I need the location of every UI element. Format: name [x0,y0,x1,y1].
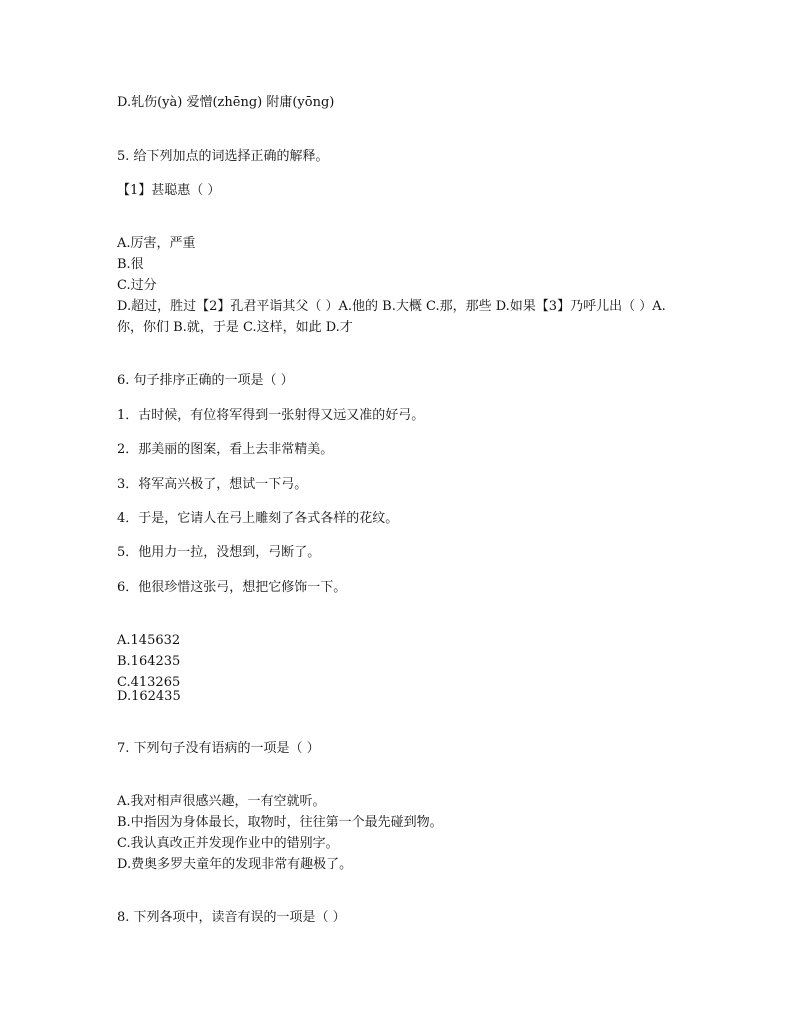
q5-sub1: 【1】甚聪惠（ ） [117,183,221,198]
q6-option-c: C.413265 [117,675,181,690]
q6-sentence-1: 1．古时候，有位将军得到一张射得又远又准的好弓。 [117,408,425,423]
q5-option-c: C.过分 [117,278,157,293]
q6-sentence-6: 6．他很珍惜这张弓，想把它修饰一下。 [117,580,347,595]
q7-option-d: D.费奥多罗夫童年的发现非常有趣极了。 [117,857,353,872]
q6-sentence-4: 4．于是，它请人在弓上雕刻了各式各样的花纹。 [117,511,399,526]
q6-stem: 6. 句子排序正确的一项是（ ） [117,373,294,388]
q7-option-c: C.我认真改正并发现作业中的错别字。 [117,836,339,851]
q8-stem: 8. 下列各项中，读音有误的一项是（ ） [117,910,346,925]
q5-option-d: D.超过，胜过【2】孔君平诣其父（ ）A.他的 B.大概 C.那，那些 D.如果【3】乃呼儿出（ ）A.你，你们 B.就，于是 C.这样，如此 D.才 [117,299,666,335]
q6-option-b: B.164235 [117,654,181,669]
q7-option-b: B.中指因为身体最长，取物时，往往第一个最先碰到物。 [117,815,443,830]
q7-stem: 7. 下列句子没有语病的一项是（ ） [117,741,320,756]
q6-option-d: D.162435 [117,689,181,704]
q6-sentence-2: 2．那美丽的图案，看上去非常精美。 [117,442,334,457]
q7-option-a: A.我对相声很感兴趣，一有空就听。 [117,794,326,809]
q5-option-b: B.很 [117,257,144,272]
q5-option-a: A.厉害，严重 [117,236,196,251]
q6-option-a: A.145632 [117,633,181,648]
q4-option-d: D.轧伤(yà) 爱憎(zhēng) 附庸(yōng) [117,95,335,110]
q6-sentence-3: 3．将军高兴极了，想试一下弓。 [117,477,308,492]
q5-stem: 5. 给下列加点的词选择正确的解释。 [117,149,329,164]
q6-sentence-5: 5．他用力一拉，没想到，弓断了。 [117,545,321,560]
